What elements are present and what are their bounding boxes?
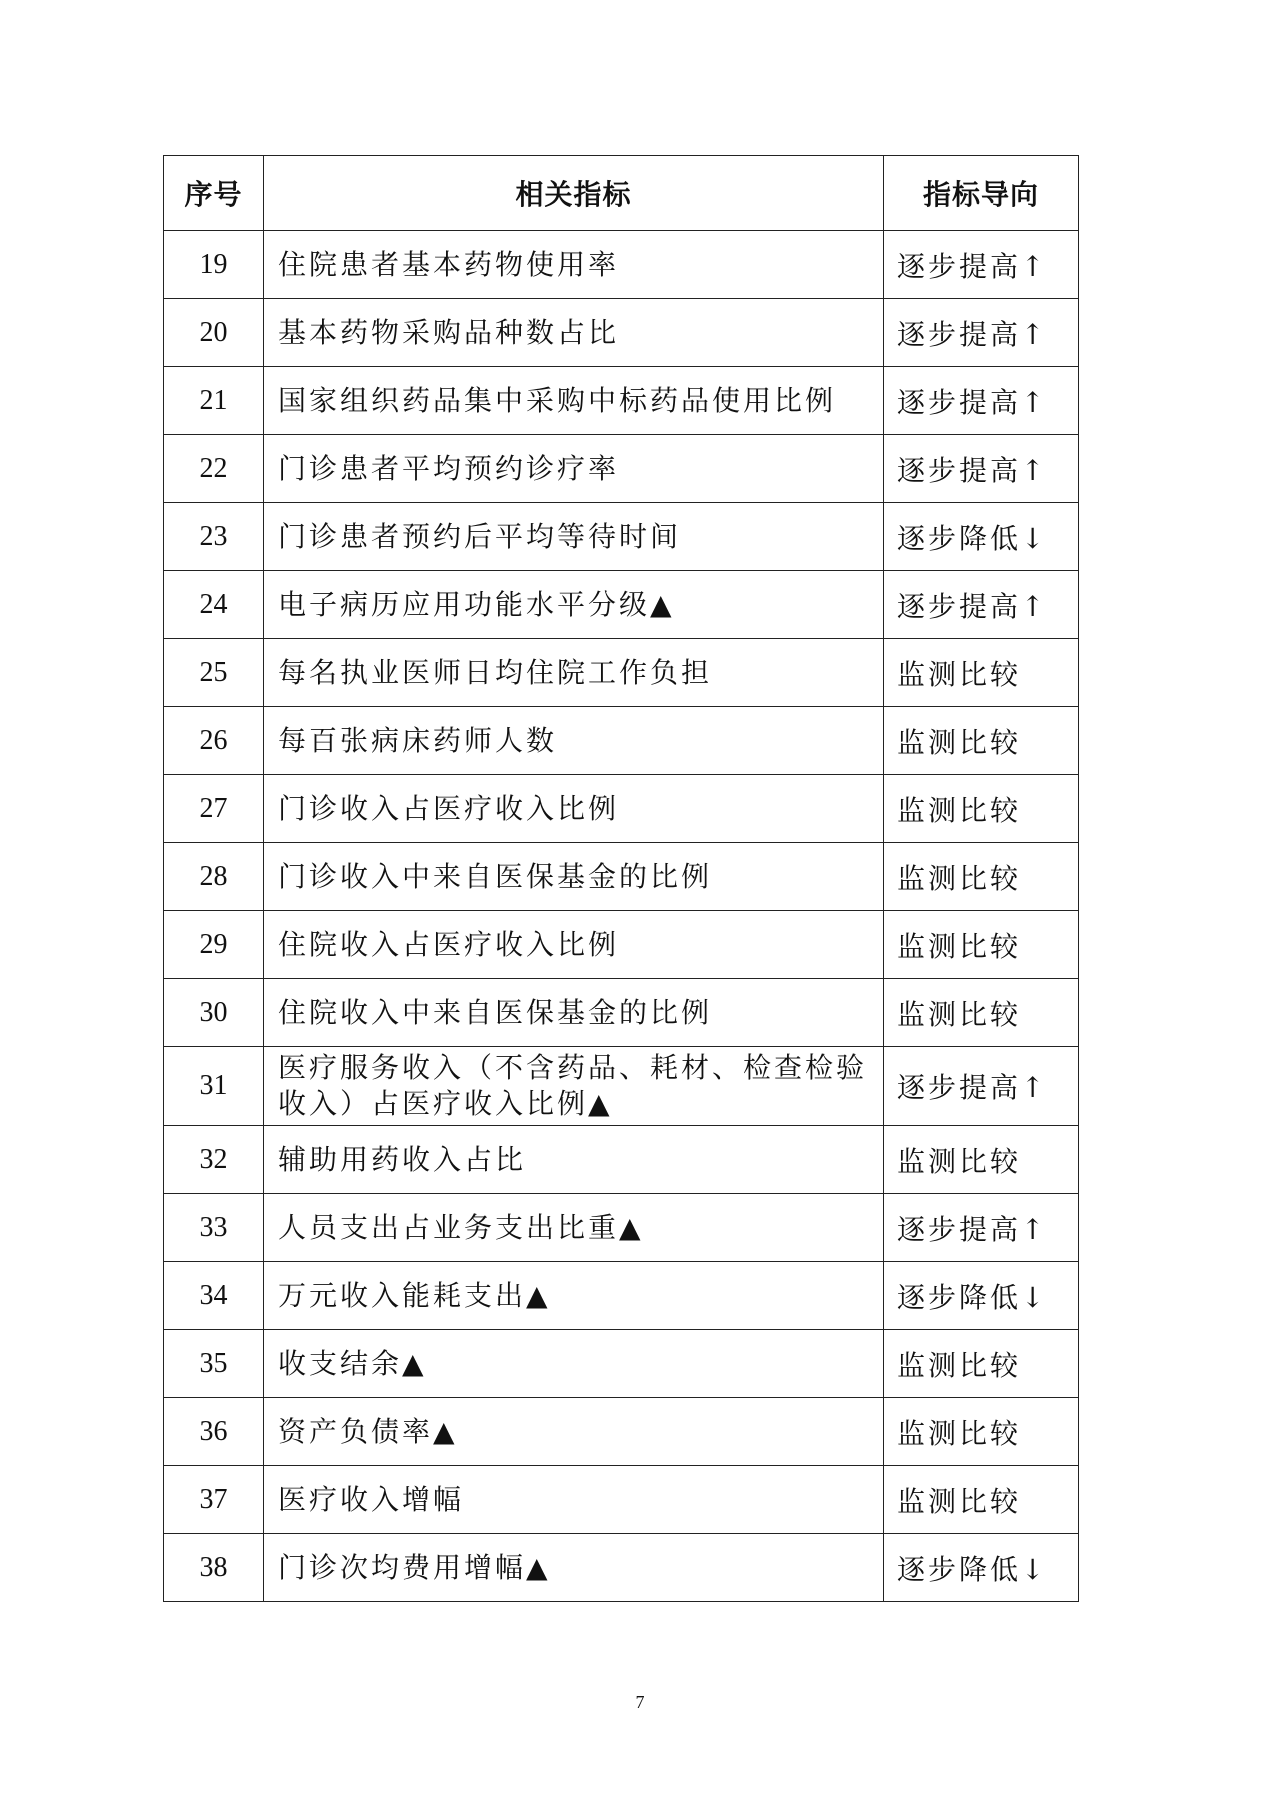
row-direction: 监测比较: [884, 979, 1079, 1047]
table-header: [164, 156, 1079, 231]
row-indicator: 每百张病床药师人数: [264, 707, 884, 775]
row-direction: 逐步提高↑: [884, 367, 1079, 435]
table-row: [164, 639, 1079, 707]
row-seq: 28: [164, 843, 264, 911]
row-indicator: 住院患者基本药物使用率: [264, 231, 884, 299]
table-row: [164, 1262, 1079, 1330]
header-seq: 序号: [164, 156, 264, 231]
row-direction: 逐步提高↑: [884, 1194, 1079, 1262]
table-row: [164, 1398, 1079, 1466]
row-indicator: 国家组织药品集中采购中标药品使用比例: [264, 367, 884, 435]
row-direction: 监测比较: [884, 707, 1079, 775]
table-row: [164, 435, 1079, 503]
table-row: [164, 1047, 1079, 1126]
row-indicator: 门诊患者平均预约诊疗率: [264, 435, 884, 503]
row-seq: 33: [164, 1194, 264, 1262]
indicator-table: [163, 155, 1079, 1602]
table-row: [164, 1194, 1079, 1262]
row-indicator: 收支结余▲: [264, 1330, 884, 1398]
row-indicator: 每名执业医师日均住院工作负担: [264, 639, 884, 707]
row-direction: 监测比较: [884, 1398, 1079, 1466]
row-indicator: 门诊收入中来自医保基金的比例: [264, 843, 884, 911]
row-indicator: 门诊收入占医疗收入比例: [264, 775, 884, 843]
row-direction: 逐步提高↑: [884, 571, 1079, 639]
row-seq: 37: [164, 1466, 264, 1534]
table-row: [164, 1330, 1079, 1398]
row-direction: 监测比较: [884, 911, 1079, 979]
table-row: [164, 299, 1079, 367]
table-row: [164, 571, 1079, 639]
row-indicator: 门诊患者预约后平均等待时间: [264, 503, 884, 571]
table-row: [164, 911, 1079, 979]
row-seq: 34: [164, 1262, 264, 1330]
row-direction: 监测比较: [884, 1466, 1079, 1534]
row-seq: 26: [164, 707, 264, 775]
row-direction: 监测比较: [884, 843, 1079, 911]
header-indicator: 相关指标: [264, 156, 884, 231]
row-direction: 逐步提高↑: [884, 1047, 1079, 1126]
row-direction: 逐步降低↓: [884, 1262, 1079, 1330]
table-body: [164, 231, 1079, 1602]
table-row: [164, 1126, 1079, 1194]
row-seq: 22: [164, 435, 264, 503]
table-row: [164, 231, 1079, 299]
row-indicator: 住院收入占医疗收入比例: [264, 911, 884, 979]
row-seq: 35: [164, 1330, 264, 1398]
row-direction: 逐步降低↓: [884, 503, 1079, 571]
table-row: [164, 707, 1079, 775]
row-indicator: 人员支出占业务支出比重▲: [264, 1194, 884, 1262]
table-row: [164, 503, 1079, 571]
table-row: [164, 367, 1079, 435]
row-indicator: 基本药物采购品种数占比: [264, 299, 884, 367]
row-direction: 监测比较: [884, 1330, 1079, 1398]
row-indicator: 万元收入能耗支出▲: [264, 1262, 884, 1330]
row-indicator: 住院收入中来自医保基金的比例: [264, 979, 884, 1047]
row-indicator: 医疗收入增幅: [264, 1466, 884, 1534]
row-indicator: 辅助用药收入占比: [264, 1126, 884, 1194]
row-indicator: 医疗服务收入（不含药品、耗材、检查检验收入）占医疗收入比例▲: [264, 1047, 884, 1126]
row-seq: 36: [164, 1398, 264, 1466]
table-row: [164, 1466, 1079, 1534]
row-direction: 监测比较: [884, 639, 1079, 707]
row-seq: 24: [164, 571, 264, 639]
row-indicator: 资产负债率▲: [264, 1398, 884, 1466]
row-seq: 21: [164, 367, 264, 435]
row-direction: 逐步提高↑: [884, 299, 1079, 367]
row-indicator: 门诊次均费用增幅▲: [264, 1534, 884, 1602]
header-direction: 指标导向: [884, 156, 1079, 231]
row-seq: 19: [164, 231, 264, 299]
row-direction: 逐步降低↓: [884, 1534, 1079, 1602]
row-seq: 30: [164, 979, 264, 1047]
table-row: [164, 1534, 1079, 1602]
row-direction: 逐步提高↑: [884, 435, 1079, 503]
page-number: 7: [635, 1692, 645, 1712]
row-seq: 27: [164, 775, 264, 843]
table-row: [164, 775, 1079, 843]
row-seq: 25: [164, 639, 264, 707]
table-row: [164, 843, 1079, 911]
row-indicator: 电子病历应用功能水平分级▲: [264, 571, 884, 639]
row-direction: 监测比较: [884, 1126, 1079, 1194]
row-seq: 31: [164, 1047, 264, 1126]
header-row: [164, 156, 1079, 231]
row-direction: 逐步提高↑: [884, 231, 1079, 299]
row-seq: 32: [164, 1126, 264, 1194]
row-seq: 29: [164, 911, 264, 979]
row-seq: 20: [164, 299, 264, 367]
row-seq: 23: [164, 503, 264, 571]
row-seq: 38: [164, 1534, 264, 1602]
table-row: [164, 979, 1079, 1047]
row-direction: 监测比较: [884, 775, 1079, 843]
